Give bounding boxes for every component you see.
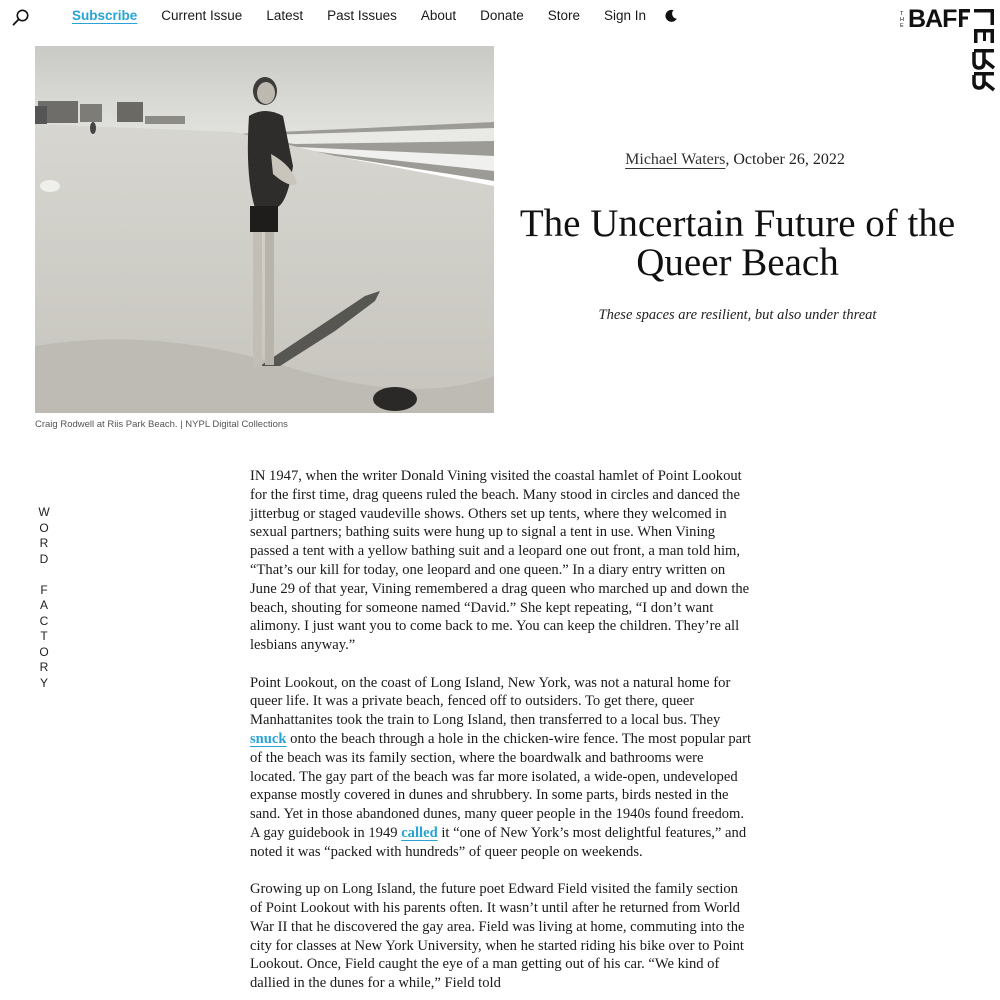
nav-subscribe-link[interactable]: Subscribe <box>72 8 138 23</box>
section-label-letter: Y <box>39 675 48 690</box>
svg-text:T: T <box>900 11 904 17</box>
byline <box>510 151 960 169</box>
publish-date: , October 26, 2022 <box>725 151 845 168</box>
paragraph-3: Growing up on Long Island, the future poet Edward Field visited the family section of Point Lookout with his parents often. It wasn’t until after he returned from World War II that he discovered the gay area. Field was living at home, commuting into the city for classes at New York University, when he started riding his bike over to Point Lookout. Once, Field caught the eye of a man getting out of his car. “We kind of dallied in the dunes for a while,” Field told <box>250 881 745 992</box>
section-label-letter: W <box>38 505 50 519</box>
hero-image <box>35 46 494 413</box>
section-label-letter: T <box>40 629 48 643</box>
section-label-letter: R <box>39 536 49 550</box>
section-label-letter: R <box>39 660 49 674</box>
svg-text:E: E <box>900 23 904 29</box>
section-label-letter: O <box>39 520 49 535</box>
nav-past-issues-link[interactable]: Past Issues <box>327 8 397 23</box>
called-link[interactable]: called <box>401 824 438 841</box>
paragraph-2 <box>250 674 752 862</box>
article-subtitle: These spaces are resilient, but also under threat <box>598 307 877 323</box>
section-label-letter: A <box>39 598 48 612</box>
baffler-logo[interactable] <box>900 4 996 90</box>
snuck-link[interactable]: snuck <box>250 730 287 747</box>
paragraph-1-lede: IN 1947 <box>250 468 299 484</box>
paragraph-2-text-b: onto the beach through a hole in the chicken-wire fence. The most popular part of the beach was its family section, where the boardwalk and bathrooms were located. The gay part of the beach was far more isolated, a wide-open, undeveloped expanse mostly covered in dunes and shrubbery. In some parts, birds nested in the sand. Yet in those abandoned dunes, many queer people in the 1940s found freedom. A gay guidebook in 1949 <box>250 730 752 841</box>
section-label-letter: D <box>39 551 49 566</box>
svg-text:BAF: BAF <box>908 5 957 33</box>
paragraph-2-text-c: it “one of New York’s most delightful features,” and noted it was “packed with hundreds” of queer people on weekends. <box>250 824 747 860</box>
section-label-letter: O <box>39 644 49 659</box>
section-label-letter: C <box>39 613 49 628</box>
author-link[interactable]: Michael Waters <box>625 151 726 168</box>
top-nav <box>0 0 1000 34</box>
nav-store-link[interactable]: Store <box>547 8 580 23</box>
nav-donate-link[interactable]: Donate <box>480 8 524 23</box>
section-label[interactable] <box>37 505 51 691</box>
nav-latest-link[interactable]: Latest <box>266 8 304 23</box>
nav-links <box>72 8 670 24</box>
nav-sign-in-link[interactable]: Sign In <box>604 8 647 23</box>
nav-current-issue-link[interactable]: Current Issue <box>161 8 243 23</box>
search-icon[interactable] <box>11 8 31 28</box>
paragraph-1-text: , when the writer Donald Vining visited the coastal hamlet of Point Lookout for the first time, drag queens ruled the beach. Many stood in circles and danced the jitterbug or staged vaudeville shows. Others set up tents, where they welcomed in sexual partners; bathing suits were hung up to signal a tent in use. When Vining passed a tent with a yellow bathing suit and a leopard one out front, a man told him, “That’s our kill for today, one leopard and one queen.” In a diary entry written on June 29 of that year, Vining remembered a drag queen who marched up and down the beach, shouting for someone named “David.” She kept repeating, “I don’t want alimony. I just want you to come back to me. You can keep the children. They’re all lesbians anyway.” <box>250 468 750 654</box>
article-body <box>250 467 752 1000</box>
hero-caption: Craig Rodwell at Riis Park Beach. | NYPL Digital Collections <box>35 419 288 430</box>
svg-text:H: H <box>900 17 904 23</box>
paragraph-1 <box>250 467 752 655</box>
section-label-letter: F <box>40 582 48 597</box>
logo-mark <box>900 4 996 92</box>
article-title: The Uncertain Future of the Queer Beach <box>519 202 956 284</box>
section-label-letter <box>37 567 51 583</box>
paragraph-2-text-a: Point Lookout, on the coast of Long Island, New York, was not a natural home for queer life. It was a private beach, fenced off to outsiders. To get there, queer Manhattanites took the train to Long Island, then transferred to a local bus. They <box>250 674 731 729</box>
nav-about-link[interactable]: About <box>420 8 457 23</box>
moon-icon[interactable] <box>664 9 678 23</box>
